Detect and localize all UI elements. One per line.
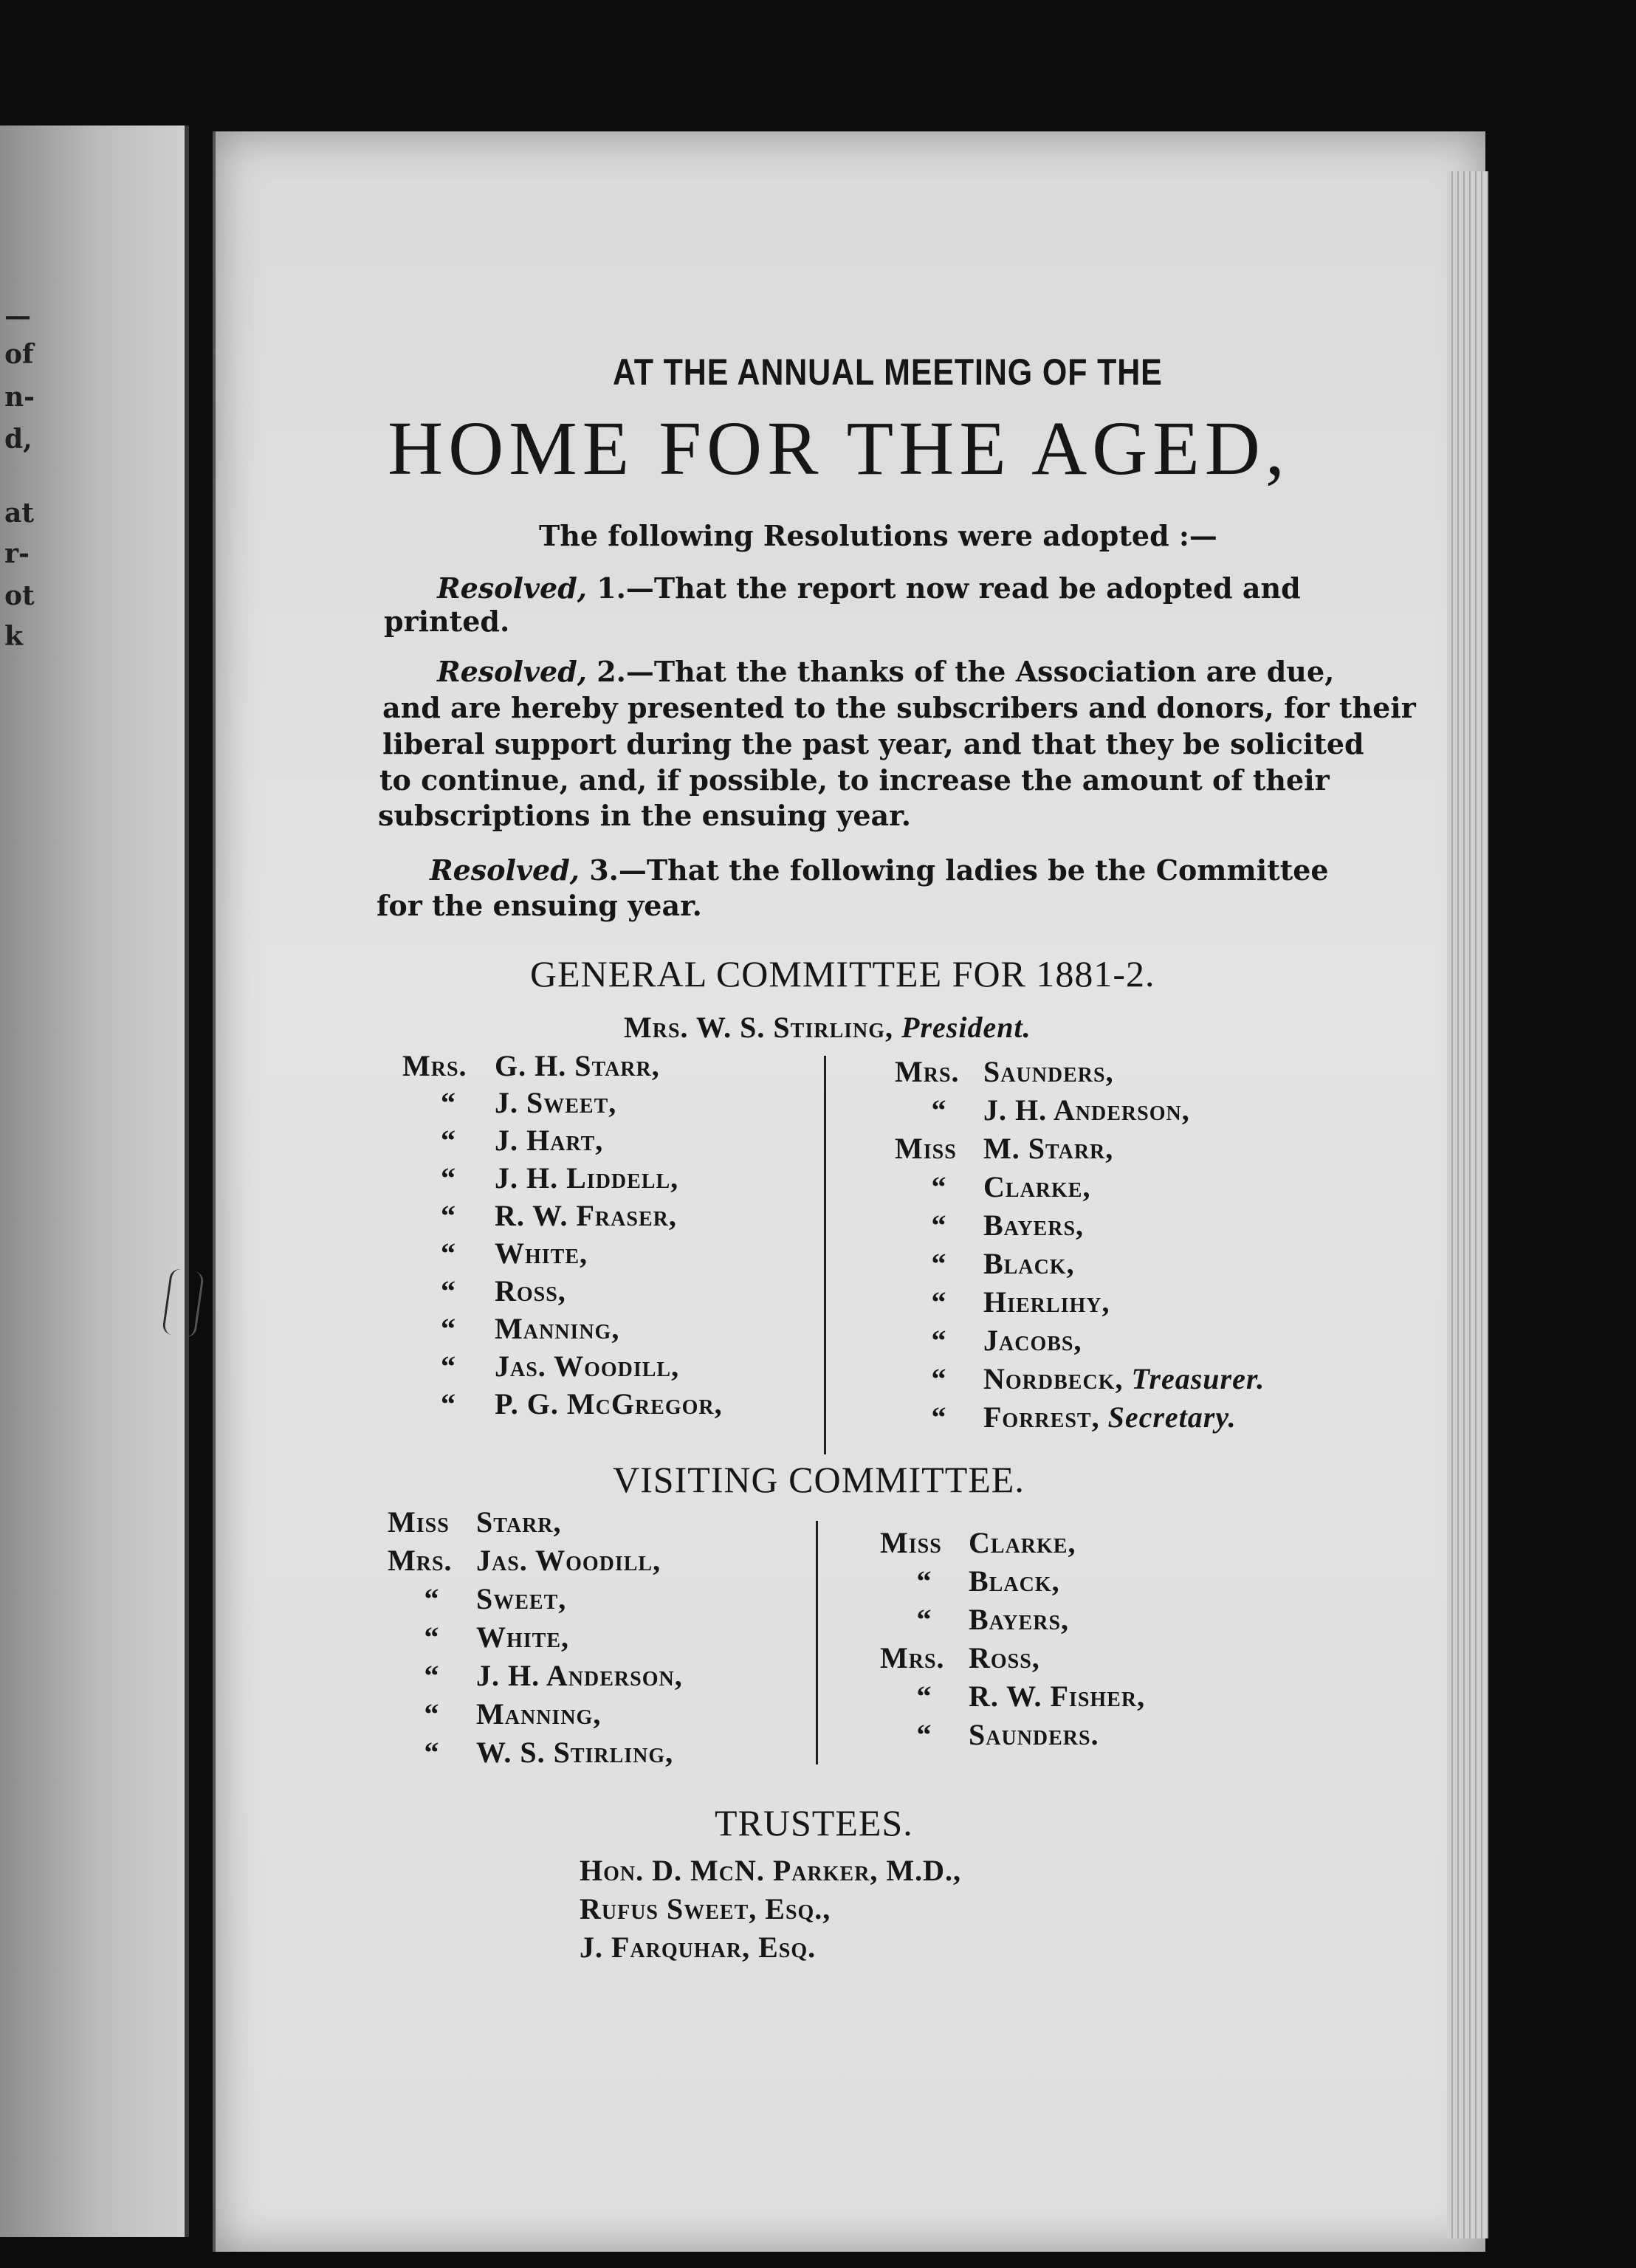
trustee-entry: Rufus Sweet, Esq., <box>580 1892 831 1925</box>
ditto-mark: “ <box>916 1564 932 1598</box>
member-entry <box>402 1386 723 1421</box>
member-name: White, <box>495 1237 588 1270</box>
resolution-label: Resolved, <box>437 571 587 605</box>
member-name: Bayers, <box>969 1603 1070 1636</box>
ditto-mark: “ <box>441 1124 456 1157</box>
left-page-edge <box>0 126 189 2237</box>
president-role: President. <box>901 1011 1031 1044</box>
resolution-text: 1.—That the report now read be adopted and <box>587 571 1301 605</box>
trustee-entry: Hon. D. McN. Parker, M.D., <box>580 1854 962 1887</box>
member-role: Treasurer. <box>1131 1362 1265 1395</box>
left-page-fragment: r- <box>4 538 30 569</box>
left-page-fragment: k <box>4 621 23 652</box>
ditto-mark: “ <box>931 1170 947 1203</box>
member-entry <box>895 1208 1084 1243</box>
member-name: White, <box>476 1621 570 1654</box>
member-name: Clarke, <box>983 1170 1091 1203</box>
ditto-mark: “ <box>441 1237 456 1270</box>
member-entry <box>402 1048 660 1083</box>
resolution-2-line <box>437 656 1334 688</box>
left-page-fragment: of <box>4 339 34 370</box>
member-entry <box>895 1093 1190 1127</box>
member-entry <box>895 1169 1090 1204</box>
ditto-mark: “ <box>916 1718 932 1751</box>
ditto-mark: “ <box>931 1209 947 1242</box>
ditto-mark: “ <box>441 1274 456 1307</box>
member-entry <box>895 1246 1075 1281</box>
member-entry <box>402 1123 603 1158</box>
member-name: Jacobs, <box>983 1324 1082 1357</box>
ditto-mark: “ <box>424 1582 440 1615</box>
member-entry <box>402 1274 566 1308</box>
ditto-mark: “ <box>916 1680 932 1713</box>
member-name: Jas. Woodill, <box>476 1544 661 1577</box>
member-name: R. W. Fraser, <box>495 1199 677 1232</box>
member-prefix: Mrs. <box>388 1544 453 1577</box>
visitor-entry <box>880 1525 1076 1560</box>
member-name: Ross, <box>495 1274 566 1307</box>
member-entry <box>402 1349 679 1384</box>
member-entry <box>402 1198 677 1233</box>
member-name: J. H. Anderson, <box>476 1659 683 1692</box>
member-name: P. G. McGregor, <box>495 1387 723 1420</box>
ditto-mark: “ <box>441 1350 456 1383</box>
member-name: W. S. Stirling, <box>476 1736 674 1769</box>
ditto-mark: “ <box>441 1387 456 1420</box>
visitor-entry <box>880 1602 1069 1637</box>
president-line <box>624 1010 1031 1045</box>
member-entry <box>402 1161 678 1195</box>
member-prefix: Miss <box>880 1526 942 1559</box>
visitor-entry <box>880 1564 1060 1598</box>
member-name: R. W. Fisher, <box>969 1680 1146 1713</box>
member-name: J. H. Anderson, <box>983 1093 1190 1127</box>
member-name: J. H. Liddell, <box>495 1161 679 1195</box>
column-divider <box>824 1056 826 1454</box>
resolution-text: 3.—That the following ladies be the Committee <box>580 853 1329 887</box>
member-entry <box>895 1400 1237 1434</box>
left-page-fragment: ot <box>4 580 35 611</box>
member-prefix: Mrs. <box>402 1049 467 1082</box>
visitor-entry <box>388 1581 566 1616</box>
member-name: Sweet, <box>476 1582 567 1615</box>
member-name: G. H. Starr, <box>495 1049 660 1082</box>
member-entry <box>895 1361 1265 1396</box>
member-entry <box>895 1323 1082 1358</box>
ditto-mark: “ <box>441 1161 456 1195</box>
left-page-fragment: n- <box>4 382 35 413</box>
member-name: Saunders. <box>969 1718 1099 1751</box>
member-name: Manning, <box>476 1697 602 1731</box>
member-entry <box>402 1311 619 1346</box>
left-page-fragment: d, <box>4 424 32 455</box>
member-name: Hierlihy, <box>983 1285 1110 1319</box>
ditto-mark: “ <box>931 1324 947 1357</box>
member-name: Bayers, <box>983 1209 1085 1242</box>
member-entry <box>402 1085 616 1120</box>
member-prefix: Mrs. <box>880 1641 945 1674</box>
ditto-mark: “ <box>931 1401 947 1434</box>
ditto-mark: “ <box>424 1621 440 1654</box>
member-name: J. Sweet, <box>495 1086 617 1119</box>
resolution-label: Resolved, <box>430 853 580 887</box>
resolution-3-cont: for the ensuing year. <box>377 889 702 922</box>
page-edge-stack <box>1447 171 1488 2238</box>
ditto-mark: “ <box>441 1312 456 1345</box>
page-title: HOME FOR THE AGED, <box>388 406 1290 491</box>
resolution-2-cont: to continue, and, if possible, to increase the amount of their <box>379 763 1330 797</box>
ditto-mark: “ <box>931 1247 947 1280</box>
member-name: Jas. Woodill, <box>495 1350 680 1383</box>
trustees-heading: TRUSTEES. <box>715 1802 913 1843</box>
left-page-fragment: — <box>4 300 31 331</box>
member-name: Forrest, <box>983 1401 1108 1434</box>
ditto-mark: “ <box>424 1697 440 1731</box>
trustee-entry: J. Farquhar, Esq. <box>580 1931 817 1964</box>
resolution-2-cont: and are hereby presented to the subscribers and donors, for their <box>382 691 1416 724</box>
ditto-mark: “ <box>931 1362 947 1395</box>
member-name: J. Hart, <box>495 1124 604 1157</box>
resolution-3-line <box>430 854 1329 887</box>
meeting-heading: AT THE ANNUAL MEETING OF THE <box>613 351 1163 393</box>
ditto-mark: “ <box>931 1093 947 1127</box>
member-entry <box>895 1054 1114 1089</box>
member-name: Manning, <box>495 1312 620 1345</box>
general-committee-heading: GENERAL COMMITTEE FOR 1881-2. <box>530 953 1155 994</box>
member-name: Clarke, <box>969 1526 1076 1559</box>
visitor-entry <box>388 1505 562 1539</box>
column-divider <box>816 1521 818 1764</box>
member-name: Black, <box>983 1247 1075 1280</box>
ditto-mark: “ <box>424 1736 440 1769</box>
member-prefix: Miss <box>895 1132 957 1165</box>
intro-line: The following Resolutions were adopted :— <box>539 519 1217 552</box>
member-name: Starr, <box>476 1505 562 1539</box>
member-entry <box>895 1285 1110 1319</box>
ditto-mark: “ <box>441 1086 456 1119</box>
member-name: Black, <box>969 1564 1060 1598</box>
member-name: Saunders, <box>983 1055 1114 1088</box>
visitor-entry <box>880 1679 1145 1714</box>
resolution-label: Resolved, <box>437 655 587 688</box>
ditto-mark: “ <box>424 1659 440 1692</box>
visitor-entry <box>388 1658 683 1693</box>
ditto-mark: “ <box>441 1199 456 1232</box>
visitor-entry <box>388 1543 661 1578</box>
visitor-entry <box>880 1717 1099 1752</box>
member-name: Ross, <box>969 1641 1040 1674</box>
member-name: Nordbeck, <box>983 1362 1132 1395</box>
visitor-entry <box>880 1640 1040 1675</box>
member-prefix: Mrs. <box>895 1055 960 1088</box>
member-name: M. Starr, <box>983 1132 1114 1165</box>
visitor-entry <box>388 1735 673 1770</box>
resolution-2-cont: liberal support during the past year, and that they be solicited <box>382 727 1364 760</box>
member-entry <box>895 1131 1113 1166</box>
president-name: Mrs. W. S. Stirling, <box>624 1011 902 1044</box>
member-role: Secretary. <box>1107 1401 1237 1434</box>
resolution-1-line <box>437 572 1301 605</box>
member-prefix: Miss <box>388 1505 450 1539</box>
left-page-fragment: at <box>4 498 34 529</box>
ditto-mark: “ <box>916 1603 932 1636</box>
member-entry <box>402 1236 588 1271</box>
resolution-text: 2.—That the thanks of the Association are due, <box>587 655 1335 688</box>
visitor-entry <box>388 1620 569 1654</box>
visiting-committee-heading: VISITING COMMITTEE. <box>613 1459 1025 1500</box>
resolution-2-cont: subscriptions in the ensuing year. <box>378 799 911 832</box>
resolution-1-cont: printed. <box>384 605 510 638</box>
ditto-mark: “ <box>931 1285 947 1319</box>
visitor-entry <box>388 1697 601 1731</box>
